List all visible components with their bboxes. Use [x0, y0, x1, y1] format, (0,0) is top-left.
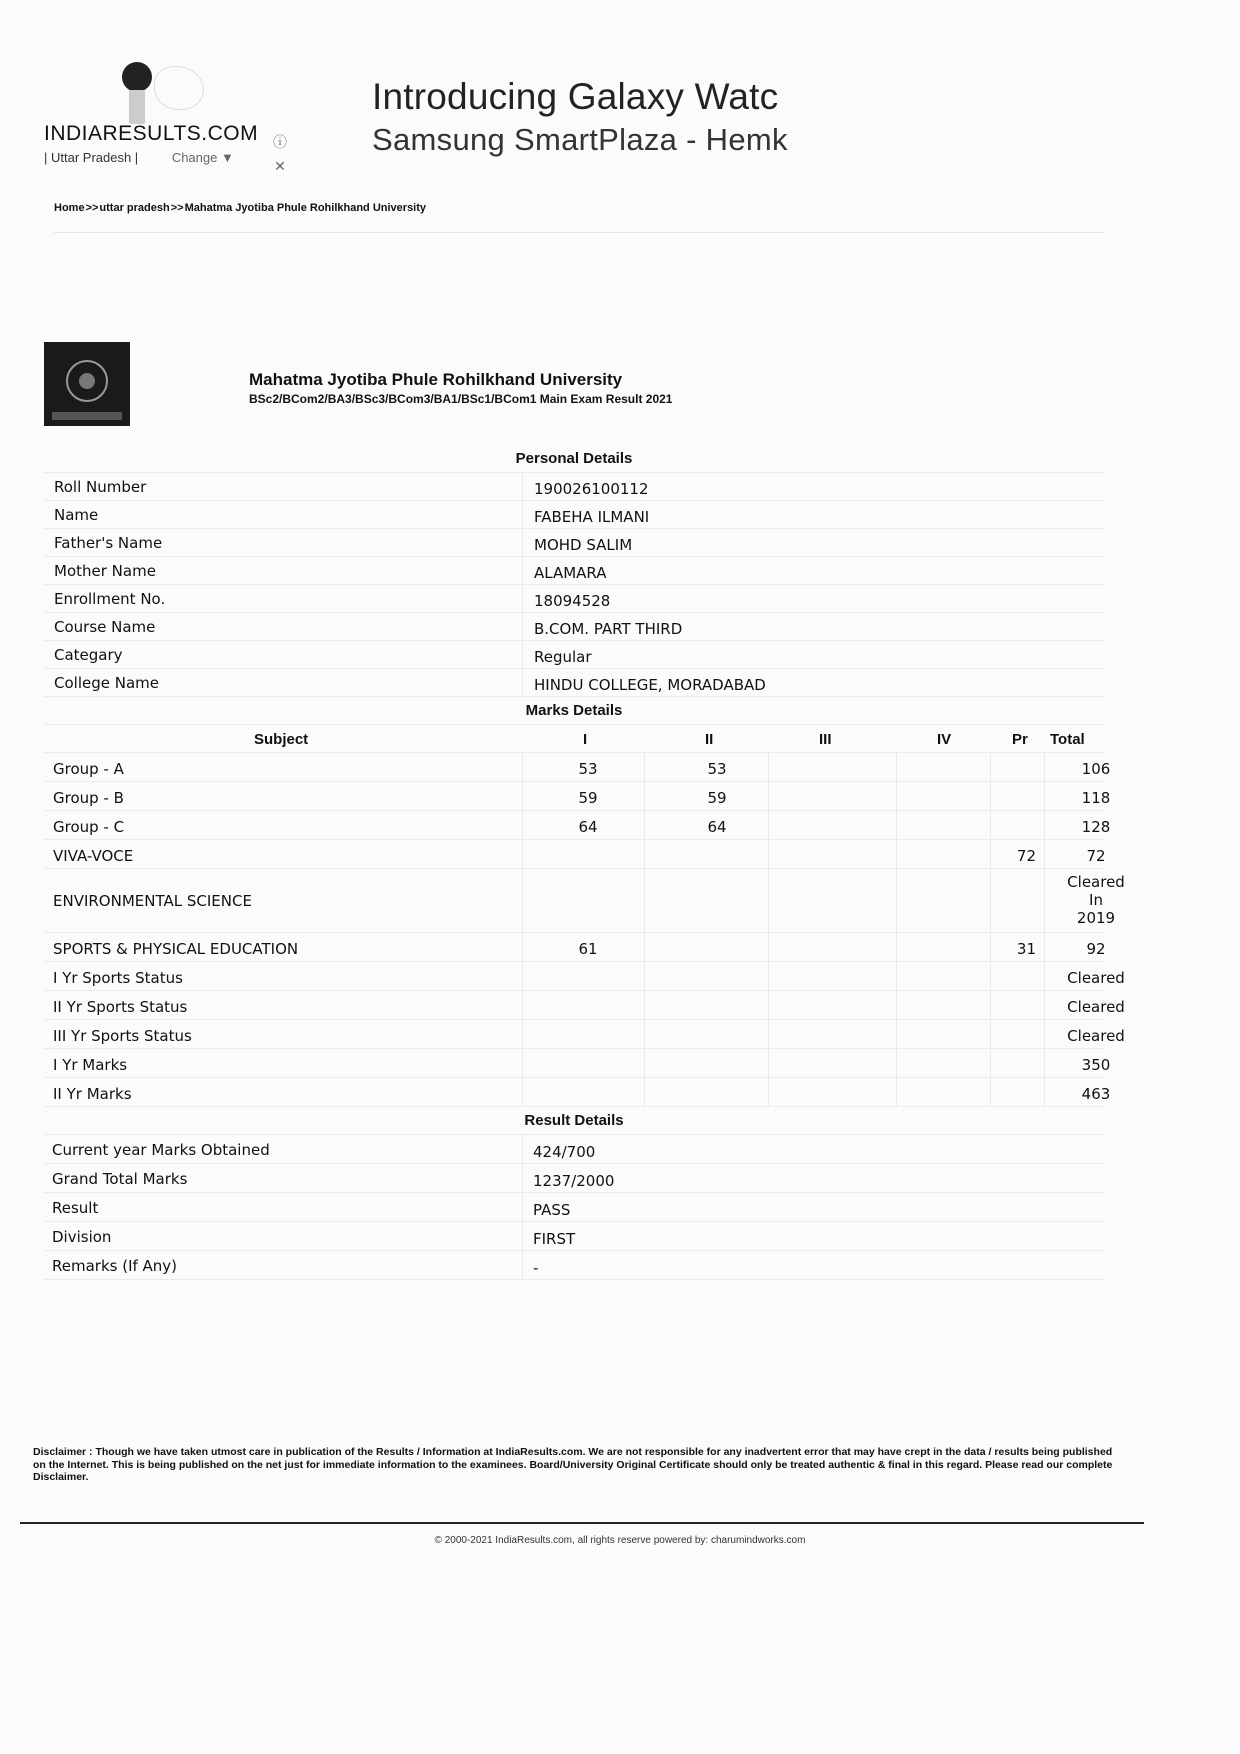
cell-divider [522, 991, 523, 1019]
university-emblem [44, 342, 130, 426]
cell-divider [522, 933, 523, 961]
result-label: Division [52, 1228, 112, 1246]
cell-divider [768, 869, 769, 932]
cell-divider [522, 1164, 523, 1192]
site-logo[interactable] [44, 60, 259, 170]
cell-divider [522, 613, 523, 640]
marks-subject: SPORTS & PHYSICAL EDUCATION [53, 940, 299, 958]
cell-divider [1044, 782, 1045, 810]
col-pr: Pr [1012, 731, 1028, 748]
change-state-link[interactable]: Change ▼ [171, 150, 234, 165]
cell-divider [522, 811, 523, 839]
cell-divider [522, 557, 523, 584]
marks-row [44, 1078, 1111, 1107]
cell-divider [990, 869, 991, 932]
cell-divider [1044, 933, 1045, 961]
result-row [44, 1135, 1104, 1164]
cell-divider [644, 753, 645, 781]
col-ii: II [705, 731, 714, 748]
cell-divider [644, 840, 645, 868]
cell-divider [768, 1020, 769, 1048]
personal-row [44, 473, 1104, 501]
personal-label: Categary [54, 646, 123, 664]
cell-divider [522, 1020, 523, 1048]
marks-row [44, 782, 1111, 811]
cell-divider [990, 991, 991, 1019]
cell-divider [990, 782, 991, 810]
cell-divider [990, 1049, 991, 1077]
marks-total: Cleared [1067, 1027, 1125, 1045]
university-heading [249, 370, 672, 406]
cell-divider [990, 840, 991, 868]
marks-total: 106 [1081, 760, 1111, 778]
cell-divider [1044, 869, 1045, 932]
marks-details [44, 753, 1125, 1107]
disclaimer: Disclaimer : Though we have taken utmost care in publication of the Results / Information at IndiaResults.com. We are not responsible for any inadvertent error that may have crept in the data / results being published on the Internet. This is being published on the net just for immediate information to the examinees. Board/University Original Certificate should only be treated authentic & final in this regard. Please read our complete Disclaimer. [33, 1446, 1113, 1483]
university-name: Mahatma Jyotiba Phule Rohilkhand University [249, 370, 623, 389]
personal-label: Mother Name [54, 562, 156, 580]
marks-subject: I Yr Sports Status [53, 969, 183, 987]
marks-total: 463 [1081, 1085, 1111, 1103]
marks-paper-i: 64 [578, 818, 598, 836]
marks-subject: II Yr Marks [53, 1085, 132, 1103]
personal-label: Father's Name [54, 534, 163, 552]
marks-subject: I Yr Marks [53, 1056, 128, 1074]
cell-divider [896, 1049, 897, 1077]
cell-divider [896, 962, 897, 990]
result-row [44, 1164, 1104, 1193]
cell-divider [1044, 840, 1045, 868]
cell-divider [644, 962, 645, 990]
personal-label: Roll Number [54, 478, 147, 496]
cell-divider [896, 933, 897, 961]
breadcrumb-divider [54, 232, 1104, 233]
marks-subject: ENVIRONMENTAL SCIENCE [53, 892, 252, 910]
col-total: Total [1050, 731, 1085, 748]
personal-row [44, 529, 1104, 557]
cell-divider [522, 585, 523, 612]
cell-divider [522, 782, 523, 810]
marks-subject: Group - B [53, 789, 124, 807]
ad-headline[interactable]: Introducing Galaxy Watc [372, 76, 779, 117]
col-iv: IV [937, 731, 952, 748]
cell-divider [1044, 1020, 1045, 1048]
personal-row [44, 557, 1104, 585]
cell-divider [896, 811, 897, 839]
emblem-hub [79, 373, 95, 389]
personal-row [44, 501, 1104, 529]
marks-subject: III Yr Sports Status [53, 1027, 192, 1045]
cell-divider [522, 529, 523, 556]
ad-controls [270, 132, 290, 181]
cell-divider [896, 869, 897, 932]
breadcrumb-university: Mahatma Jyotiba Phule Rohilkhand University [184, 202, 427, 214]
personal-value: B.COM. PART THIRD [534, 620, 683, 638]
marks-total-line: In [1089, 891, 1103, 909]
cell-divider [522, 1222, 523, 1250]
state-selector [44, 150, 234, 165]
result-label: Current year Marks Obtained [52, 1141, 270, 1159]
cell-divider [768, 1049, 769, 1077]
breadcrumb-separator: >> [170, 202, 184, 214]
cell-divider [522, 753, 523, 781]
cell-divider [522, 962, 523, 990]
marks-row [44, 869, 1125, 933]
cell-divider [1044, 1078, 1045, 1106]
cell-divider [990, 753, 991, 781]
marks-total [1066, 873, 1126, 927]
cell-divider [644, 811, 645, 839]
marks-subject: Group - C [53, 818, 125, 836]
marks-subject: II Yr Sports Status [53, 998, 188, 1016]
marks-row [44, 753, 1111, 782]
cell-divider [644, 869, 645, 932]
marks-practical: 72 [1016, 847, 1036, 865]
cell-divider [644, 1020, 645, 1048]
result-label: Grand Total Marks [52, 1170, 188, 1188]
cell-divider [522, 1049, 523, 1077]
marks-row [44, 933, 1104, 962]
cell-divider [1044, 962, 1045, 990]
personal-row [44, 669, 1104, 697]
cell-divider [896, 991, 897, 1019]
cell-divider [522, 473, 523, 500]
cell-divider [896, 753, 897, 781]
cell-divider [768, 753, 769, 781]
cell-divider [1044, 753, 1045, 781]
marks-paper-ii: 59 [707, 789, 727, 807]
marks-row [44, 840, 1104, 869]
personal-value: HINDU COLLEGE, MORADABAD [534, 676, 766, 694]
personal-details-title: Personal Details [44, 445, 1104, 473]
result-table [44, 445, 1125, 1280]
breadcrumb [54, 202, 426, 214]
ad-info-icon[interactable]: ⓘ [273, 134, 287, 150]
logo-figure-icon [129, 90, 145, 124]
cell-divider [644, 991, 645, 1019]
marks-paper-i: 61 [578, 940, 598, 958]
cell-divider [1044, 991, 1045, 1019]
personal-row [44, 641, 1104, 669]
exam-name: BSc2/BCom2/BA3/BSc3/BCom3/BA1/BSc1/BCom1 Main Exam Result 2021 [249, 392, 673, 406]
personal-label: College Name [54, 674, 159, 692]
cell-divider [768, 811, 769, 839]
cell-divider [768, 1078, 769, 1106]
result-row [44, 1251, 1104, 1280]
cell-divider [644, 782, 645, 810]
personal-value: 190026100112 [534, 480, 649, 498]
state-map-icon [154, 66, 204, 110]
copyright: © 2000-2021 IndiaResults.com, all rights reserve powered by: charumindworks.com [434, 1535, 806, 1546]
cell-divider [990, 933, 991, 961]
personal-value: Regular [534, 648, 592, 666]
personal-value: MOHD SALIM [534, 536, 633, 554]
result-value: - [533, 1259, 539, 1277]
cell-divider [768, 840, 769, 868]
marks-total-line: Cleared [1067, 873, 1125, 891]
footer-divider [20, 1522, 1144, 1524]
marks-total-line: 2019 [1076, 909, 1116, 927]
marks-paper-ii: 53 [707, 760, 727, 778]
cell-divider [896, 782, 897, 810]
cell-divider [896, 1078, 897, 1106]
site-brand[interactable]: INDIARESULTS.COM [44, 122, 259, 145]
marks-subject: VIVA-VOCE [53, 847, 134, 865]
cell-divider [644, 1078, 645, 1106]
personal-label: Course Name [54, 618, 156, 636]
cell-divider [522, 1135, 523, 1163]
cell-divider [522, 641, 523, 668]
personal-details [44, 473, 1104, 697]
result-details [44, 1135, 1104, 1280]
marks-row [44, 811, 1111, 840]
result-value: PASS [533, 1201, 571, 1219]
marks-total: Cleared [1067, 998, 1125, 1016]
marks-total: 350 [1081, 1056, 1111, 1074]
marks-header-row [44, 725, 1104, 753]
cell-divider [990, 962, 991, 990]
cell-divider [990, 1078, 991, 1106]
result-label: Result [52, 1199, 99, 1217]
marks-total: 118 [1081, 789, 1111, 807]
cell-divider [768, 933, 769, 961]
col-iii: III [819, 731, 832, 748]
cell-divider [768, 782, 769, 810]
result-value: 1237/2000 [533, 1172, 615, 1190]
personal-row [44, 613, 1104, 641]
cell-divider [990, 1020, 991, 1048]
emblem-base [52, 412, 122, 420]
result-value: FIRST [533, 1230, 576, 1248]
marks-row [44, 1020, 1125, 1049]
cell-divider [522, 840, 523, 868]
ad-close-icon[interactable]: ✕ [274, 158, 286, 174]
result-label: Remarks (If Any) [52, 1257, 178, 1275]
marks-total: 92 [1086, 940, 1106, 958]
cell-divider [522, 1078, 523, 1106]
marks-practical: 31 [1016, 940, 1036, 958]
cell-divider [522, 501, 523, 528]
cell-divider [644, 933, 645, 961]
logo-head-icon [122, 62, 152, 92]
marks-total: Cleared [1067, 969, 1125, 987]
state-name: | Uttar Pradesh | [44, 150, 139, 165]
marks-row [44, 991, 1125, 1020]
result-value: 424/700 [533, 1143, 596, 1161]
cell-divider [768, 962, 769, 990]
cell-divider [1044, 1049, 1045, 1077]
marks-paper-ii: 64 [707, 818, 727, 836]
marks-row [44, 962, 1125, 991]
cell-divider [896, 1020, 897, 1048]
breadcrumb-state[interactable]: uttar pradesh [99, 202, 170, 214]
result-row [44, 1193, 1104, 1222]
personal-row [44, 585, 1104, 613]
personal-value: FABEHA ILMANI [534, 508, 650, 526]
cell-divider [522, 669, 523, 696]
ad-subline[interactable]: Samsung SmartPlaza - Hemk [372, 122, 788, 157]
marks-total: 128 [1081, 818, 1111, 836]
personal-label: Name [54, 506, 99, 524]
cell-divider [990, 811, 991, 839]
breadcrumb-home[interactable]: Home [54, 202, 85, 214]
cell-divider [522, 869, 523, 932]
result-row [44, 1222, 1104, 1251]
col-subject: Subject [254, 731, 309, 748]
marks-row [44, 1049, 1111, 1078]
personal-label: Enrollment No. [54, 590, 166, 608]
cell-divider [522, 1193, 523, 1221]
personal-value: 18094528 [534, 592, 611, 610]
marks-total: 72 [1086, 847, 1106, 865]
result-details-title: Result Details [44, 1107, 1104, 1135]
cell-divider [1044, 811, 1045, 839]
personal-value: ALAMARA [534, 564, 607, 582]
marks-subject: Group - A [53, 760, 124, 778]
ad-banner[interactable] [372, 76, 832, 158]
cell-divider [522, 1251, 523, 1279]
marks-paper-i: 53 [578, 760, 598, 778]
col-i: I [583, 731, 588, 748]
cell-divider [896, 840, 897, 868]
breadcrumb-separator: >> [85, 202, 99, 214]
cell-divider [768, 991, 769, 1019]
marks-details-title: Marks Details [44, 697, 1104, 725]
cell-divider [644, 1049, 645, 1077]
marks-paper-i: 59 [578, 789, 598, 807]
